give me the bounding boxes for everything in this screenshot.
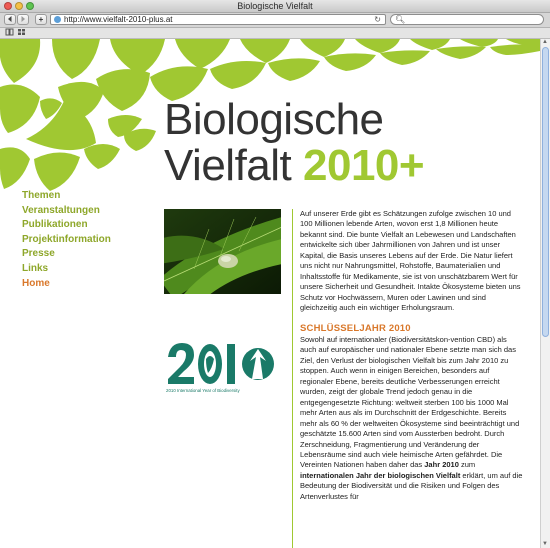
leaf-beetle-photo <box>164 209 281 294</box>
scrollbar-thumb[interactable] <box>542 47 549 337</box>
nav-item-themen[interactable]: Themen <box>22 190 61 201</box>
biodiversity-2010-logo <box>166 339 276 394</box>
nav-item-presse[interactable]: Presse <box>22 248 55 260</box>
address-bar[interactable] <box>50 14 386 25</box>
reload-icon[interactable]: ↻ <box>374 15 381 24</box>
section-heading: SCHLÜSSELJAHR 2010 <box>300 322 411 334</box>
page-viewport <box>0 39 540 548</box>
window-title: Biologische Vielfalt <box>237 1 313 11</box>
content-divider <box>292 209 293 548</box>
forward-button[interactable] <box>17 14 29 25</box>
logo-caption: 2010 International Year of Biodiversity <box>166 388 240 393</box>
back-button[interactable] <box>4 14 16 25</box>
nav-item-projektinformation[interactable]: Projektinformation <box>22 233 111 245</box>
nav-item-links[interactable]: Links <box>22 262 49 274</box>
section-text-c: erklärt, um auf die Bedeutung der Biodiversität und die Risiken und Folgen des Artenverlustes für <box>300 470 523 501</box>
book-icon[interactable] <box>5 28 14 38</box>
add-bookmark-button[interactable]: + <box>35 14 47 25</box>
browser-toolbar <box>0 13 550 28</box>
section-text-a: Sowohl auf internationaler (Biodiversitätskon-vention CBD) als auch auf europäischer und nationaler Ebene setzte man sich das Ziel, den Verlust der biologischen Vielfalt bis zum Jahr 2010 zu stoppen. Auch wenn in einigen Bereichen, besonders auf regionaler Ebene, bereits deutliche Verbesserungen erreicht wurden, zeigt der globale Trend jedoch genau in die entgegengesetzte Richtung: weltweit sterben 100 bis 1000 Mal mehr Arten aus als im Durchschnitt der Erdgeschichte. Bereits mehr als 60 % der weltweiten Ökosysteme sind beeinträchtigt und geschätzte 15.600 Arten sind vom Aussterben bedroht. Durch Zerschneidung, Fragmentierung und Veränderung der Lebensräume sind auch viele heimische Arten gefährdet. Die Vereinten Nationen haben daher das <box>300 334 520 470</box>
bookmarks-bar <box>0 28 550 39</box>
site-title-line2: Vielfalt <box>164 141 303 190</box>
vertical-scrollbar[interactable] <box>540 39 550 548</box>
search-field[interactable] <box>390 14 544 25</box>
main-navigation <box>22 189 111 291</box>
scroll-up-icon[interactable]: ▲ <box>542 39 548 45</box>
address-url[interactable]: http://www.vielfalt-2010-plus.at <box>64 15 173 24</box>
back-arrow-icon <box>6 15 14 23</box>
intro-paragraph: Auf unserer Erde gibt es Schätzungen zufolge zwischen 10 und 100 Millionen lebende Arten, wovon erst 1,8 Millionen heute bekannt sind. Die bunte Vielfalt an Lebewesen und Landschaften entwickelte sich über Jahrmillionen von Jahren und ist unser Kapital, die Basis unseres Lebens auf der Erde. Die Natur liefert uns nicht nur Nahrungsmittel, Rohstoffe, Baumaterialien und Inhaltsstoffe für Medikamente, sie ist von unschätzbarem Wert für unsere Sicherheit und Gesundheit. Intakte Ökosysteme bieten uns Schutz vor Hochwässern, Muren oder Lawinen und sind gleichzeitig auch ein wichtiger Erholungsraum. <box>300 209 521 313</box>
section-text-b: zum <box>458 460 476 470</box>
site-title-line1: Biologische <box>164 95 384 144</box>
scroll-down-icon[interactable]: ▼ <box>542 541 548 547</box>
site-title-year: 2010+ <box>303 141 425 190</box>
forward-arrow-icon <box>19 15 27 23</box>
main-content <box>300 209 524 502</box>
section-bold-year-title: internationalen Jahr der biologischen Vielfalt <box>300 470 461 480</box>
section-paragraph <box>300 335 524 502</box>
site-title <box>164 97 424 189</box>
grid-icon[interactable] <box>17 28 26 38</box>
nav-item-home[interactable]: Home <box>22 277 50 289</box>
nav-item-veranstaltungen[interactable]: Veranstaltungen <box>22 204 100 216</box>
globe-icon <box>54 16 61 23</box>
window-titlebar <box>0 0 550 13</box>
section-bold-year: Jahr 2010 <box>424 460 459 470</box>
search-icon: 🔍︎ <box>395 15 406 24</box>
nav-item-publikationen[interactable]: Publikationen <box>22 219 88 231</box>
